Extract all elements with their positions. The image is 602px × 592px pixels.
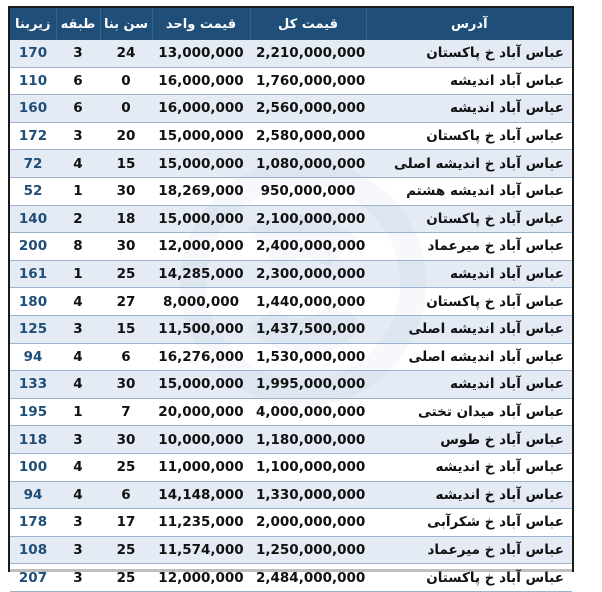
cell-total-price: 1,250,000,000	[250, 536, 366, 564]
cell-address: عباس آباد اندیشه اصلی	[366, 315, 572, 343]
column-header-age[interactable]: سن بنا	[100, 8, 152, 40]
cell-floor: 3	[56, 509, 100, 537]
cell-unit-price: 16,276,000	[152, 343, 250, 371]
cell-unit-price: 14,285,000	[152, 260, 250, 288]
cell-address: عباس آباد خ پاکستان	[366, 564, 572, 592]
table-row	[10, 122, 572, 150]
cell-unit-price: 16,000,000	[152, 67, 250, 95]
cell-age: 24	[100, 40, 152, 67]
cell-address: عباس آباد خ پاکستان	[366, 288, 572, 316]
table-row	[10, 536, 572, 564]
cell-floor: 1	[56, 260, 100, 288]
cell-total-price: 2,210,000,000	[250, 40, 366, 67]
cell-address: عباس آباد میدان تختی	[366, 398, 572, 426]
cell-unit-price: 20,000,000	[152, 398, 250, 426]
column-header-unit-price[interactable]: قیمت واحد	[152, 8, 250, 40]
cell-floor: 2	[56, 205, 100, 233]
cell-unit-price: 14,148,000	[152, 481, 250, 509]
price-table-frame	[8, 6, 574, 586]
cell-unit-price: 11,235,000	[152, 509, 250, 537]
cell-address: عباس آباد خ اندیشه	[366, 453, 572, 481]
cell-floor: 4	[56, 371, 100, 399]
cell-unit-price: 13,000,000	[152, 40, 250, 67]
cell-area: 161	[10, 260, 56, 288]
cell-address: عباس آباد اندیشه	[366, 95, 572, 123]
cell-total-price: 4,000,000,000	[250, 398, 366, 426]
cell-area: 110	[10, 67, 56, 95]
cell-floor: 3	[56, 122, 100, 150]
table-row	[10, 177, 572, 205]
table-body	[10, 40, 572, 591]
table-row	[10, 150, 572, 178]
cell-unit-price: 15,000,000	[152, 122, 250, 150]
cell-age: 27	[100, 288, 152, 316]
cell-address: عباس آباد اندیشه هشتم	[366, 177, 572, 205]
cell-area: 172	[10, 122, 56, 150]
cell-unit-price: 11,500,000	[152, 315, 250, 343]
table-row	[10, 481, 572, 509]
table-row	[10, 233, 572, 261]
cell-area: 207	[10, 564, 56, 592]
cell-address: عباس آباد خ پاکستان	[366, 205, 572, 233]
cell-total-price: 2,300,000,000	[250, 260, 366, 288]
cell-area: 180	[10, 288, 56, 316]
cell-total-price: 1,100,000,000	[250, 453, 366, 481]
cell-floor: 4	[56, 453, 100, 481]
cell-unit-price: 12,000,000	[152, 564, 250, 592]
cell-unit-price: 15,000,000	[152, 371, 250, 399]
table-row	[10, 343, 572, 371]
cell-floor: 8	[56, 233, 100, 261]
cell-age: 15	[100, 315, 152, 343]
cell-unit-price: 16,000,000	[152, 95, 250, 123]
cell-unit-price: 15,000,000	[152, 150, 250, 178]
cell-total-price: 950,000,000	[250, 177, 366, 205]
table-row	[10, 371, 572, 399]
cell-unit-price: 8,000,000	[152, 288, 250, 316]
cell-age: 6	[100, 481, 152, 509]
column-header-area[interactable]: زیربنا	[10, 8, 56, 40]
cell-age: 30	[100, 177, 152, 205]
cell-age: 0	[100, 67, 152, 95]
cell-address: عباس آباد خ پاکستان	[366, 40, 572, 67]
cell-age: 0	[100, 95, 152, 123]
cell-age: 25	[100, 564, 152, 592]
cell-area: 170	[10, 40, 56, 67]
cell-unit-price: 11,000,000	[152, 453, 250, 481]
cell-floor: 6	[56, 95, 100, 123]
cell-age: 25	[100, 453, 152, 481]
cell-total-price: 2,560,000,000	[250, 95, 366, 123]
cell-unit-price: 15,000,000	[152, 205, 250, 233]
cell-unit-price: 11,574,000	[152, 536, 250, 564]
cell-age: 6	[100, 343, 152, 371]
cell-total-price: 2,484,000,000	[250, 564, 366, 592]
cell-total-price: 1,440,000,000	[250, 288, 366, 316]
table-row	[10, 67, 572, 95]
cell-age: 30	[100, 233, 152, 261]
cell-area: 100	[10, 453, 56, 481]
cell-floor: 3	[56, 40, 100, 67]
cell-address: عباس آباد خ میرعماد	[366, 233, 572, 261]
cell-address: عباس آباد خ شکرآبی	[366, 509, 572, 537]
table-row	[10, 398, 572, 426]
cell-floor: 1	[56, 177, 100, 205]
table-row	[10, 95, 572, 123]
cell-unit-price: 10,000,000	[152, 426, 250, 454]
cell-total-price: 1,995,000,000	[250, 371, 366, 399]
cell-floor: 4	[56, 343, 100, 371]
cell-age: 15	[100, 150, 152, 178]
cell-floor: 3	[56, 536, 100, 564]
cell-area: 125	[10, 315, 56, 343]
cell-area: 94	[10, 481, 56, 509]
cell-age: 25	[100, 260, 152, 288]
price-table	[10, 8, 572, 592]
cell-floor: 6	[56, 67, 100, 95]
cell-address: عباس آباد خ طوس	[366, 426, 572, 454]
table-row	[10, 509, 572, 537]
cell-age: 7	[100, 398, 152, 426]
cell-total-price: 1,080,000,000	[250, 150, 366, 178]
cell-total-price: 2,000,000,000	[250, 509, 366, 537]
cell-total-price: 1,330,000,000	[250, 481, 366, 509]
cell-floor: 1	[56, 398, 100, 426]
table-row	[10, 288, 572, 316]
cell-unit-price: 18,269,000	[152, 177, 250, 205]
cell-age: 30	[100, 426, 152, 454]
cell-age: 20	[100, 122, 152, 150]
cell-age: 30	[100, 371, 152, 399]
cell-area: 118	[10, 426, 56, 454]
cell-address: عباس آباد اندیشه	[366, 67, 572, 95]
cell-unit-price: 12,000,000	[152, 233, 250, 261]
cell-area: 195	[10, 398, 56, 426]
cell-address: عباس آباد خ پاکستان	[366, 122, 572, 150]
cell-floor: 3	[56, 426, 100, 454]
cell-area: 94	[10, 343, 56, 371]
table-row	[10, 205, 572, 233]
cell-floor: 4	[56, 150, 100, 178]
cell-age: 17	[100, 509, 152, 537]
cell-address: عباس آباد اندیشه	[366, 260, 572, 288]
cell-floor: 3	[56, 564, 100, 592]
cell-age: 25	[100, 536, 152, 564]
cell-age: 18	[100, 205, 152, 233]
header-row	[10, 8, 572, 40]
cell-total-price: 1,437,500,000	[250, 315, 366, 343]
cell-address: عباس آباد اندیشه	[366, 371, 572, 399]
cell-address: عباس آباد اندیشه اصلی	[366, 343, 572, 371]
cell-floor: 4	[56, 481, 100, 509]
cell-area: 108	[10, 536, 56, 564]
column-header-floor[interactable]: طبقه	[56, 8, 100, 40]
table-row	[10, 315, 572, 343]
table-row	[10, 564, 572, 592]
column-header-address[interactable]: آدرس	[366, 8, 572, 40]
cell-total-price: 2,100,000,000	[250, 205, 366, 233]
cell-area: 140	[10, 205, 56, 233]
cell-address: عباس آباد خ اندیشه	[366, 481, 572, 509]
cell-total-price: 1,760,000,000	[250, 67, 366, 95]
table-row	[10, 426, 572, 454]
cell-total-price: 2,400,000,000	[250, 233, 366, 261]
table-row	[10, 40, 572, 67]
cell-address: عباس آباد خ میرعماد	[366, 536, 572, 564]
table-row	[10, 453, 572, 481]
cell-area: 200	[10, 233, 56, 261]
cell-total-price: 1,180,000,000	[250, 426, 366, 454]
cell-area: 72	[10, 150, 56, 178]
cell-area: 133	[10, 371, 56, 399]
column-header-total-price[interactable]: قیمت کل	[250, 8, 366, 40]
cell-area: 160	[10, 95, 56, 123]
cell-area: 52	[10, 177, 56, 205]
cell-floor: 3	[56, 315, 100, 343]
table-row	[10, 260, 572, 288]
cell-area: 178	[10, 509, 56, 537]
cell-total-price: 2,580,000,000	[250, 122, 366, 150]
cell-address: عباس آباد خ اندیشه اصلی	[366, 150, 572, 178]
cell-floor: 4	[56, 288, 100, 316]
cell-total-price: 1,530,000,000	[250, 343, 366, 371]
